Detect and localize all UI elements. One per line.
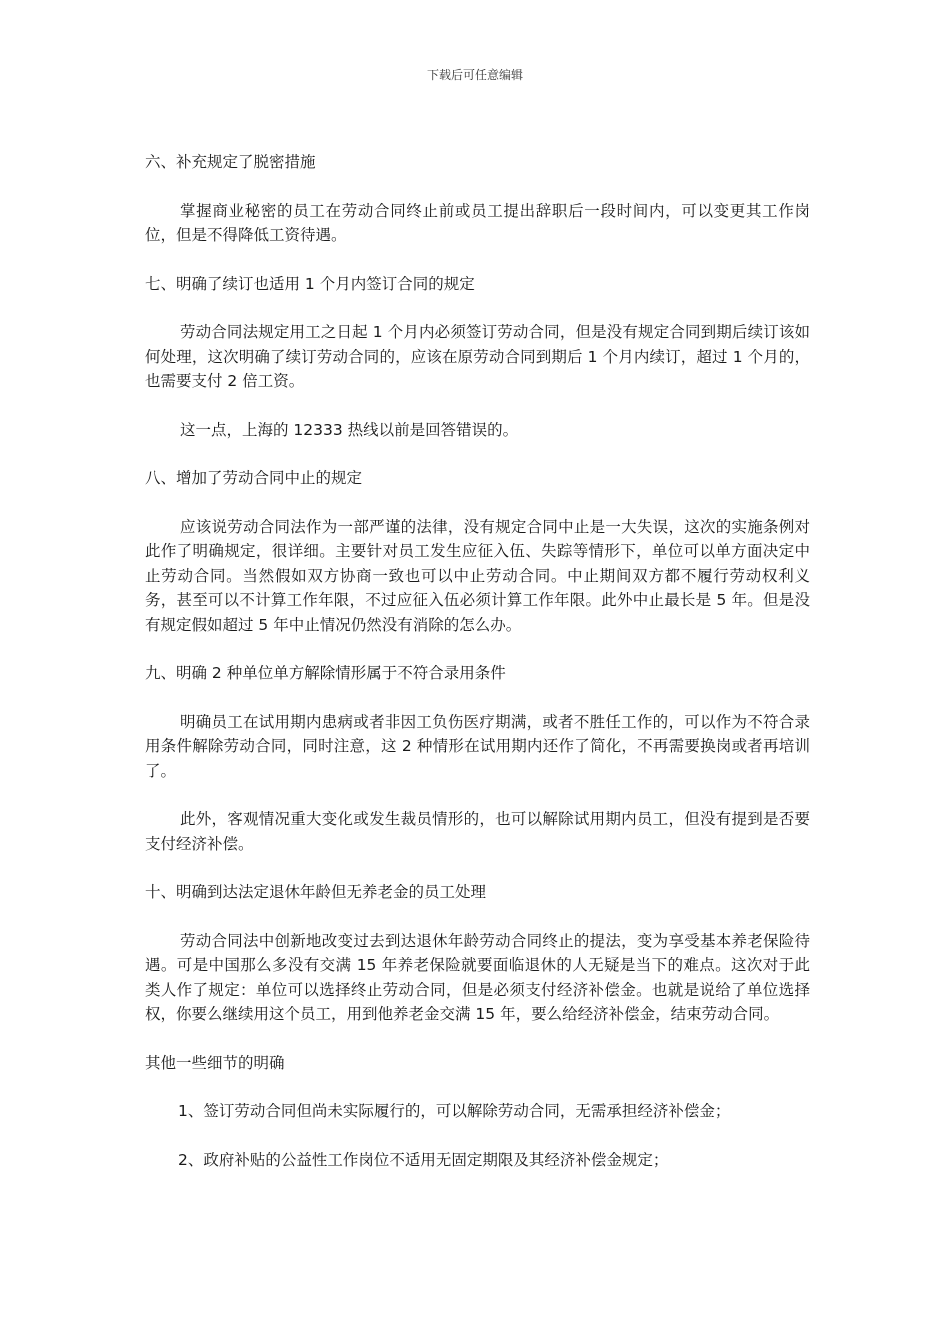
list-item: 1、签订劳动合同但尚未实际履行的，可以解除劳动合同，无需承担经济补偿金；: [178, 1102, 731, 1120]
paragraph: 这一点，上海的 12333 热线以前是回答错误的。: [180, 420, 519, 439]
section-heading-10: 十、明确到达法定退休年龄但无养老金的员工处理: [145, 883, 487, 901]
section-heading-9: 九、明确 2 种单位单方解除情形属于不符合录用条件: [145, 664, 506, 682]
paragraph: 劳动合同法中创新地改变过去到达退休年龄劳动合同终止的提法，变为享受基本养老保险待遇。可是中国那么多没有交满 15 年养老保险就要面临退休的人无疑是当下的难点。这次对于此类人作了规定：单位可以选择终止劳动合同，但是必须支付经济补偿金。也就是说给了单位选择权，你要么继续用这个员工，用到他养老金交满 15 年，要么给经济补偿金，结束劳动合同。: [145, 931, 810, 1023]
document-body: [145, 150, 810, 1196]
section-heading-7: 七、明确了续订也适用 1 个月内签订合同的规定: [145, 274, 475, 293]
section-heading-6: 六、补充规定了脱密措施: [145, 153, 316, 171]
paragraph: 此外，客观情况重大变化或发生裁员情形的，也可以解除试用期内员工，但没有提到是否要支付经济补偿。: [145, 810, 810, 853]
list-item: 2、政府补贴的公益性工作岗位不适用无固定期限及其经济补偿金规定；: [178, 1150, 669, 1169]
paragraph: 掌握商业秘密的员工在劳动合同终止前或员工提出辞职后一段时间内，可以变更其工作岗位，但是不得降低工资待遇。: [145, 201, 810, 244]
page-header: 下载后可任意编辑: [426, 68, 523, 82]
paragraph: 应该说劳动合同法作为一部严谨的法律，没有规定合同中止是一大失误，这次的实施条例对此作了明确规定，很详细。主要针对员工发生应征入伍、失踪等情形下，单位可以单方面决定中止劳动合同。当然假如双方协商一致也可以中止劳动合同。中止期间双方都不履行劳动权利义务，甚至可以不计算工作年限，不过应征入伍必须计算工作年限。此外中止最长是 5 年。但是没有规定假如超过 5 年中止情况仍然没有消除的怎么办。: [145, 517, 810, 634]
section-heading-8: 八、增加了劳动合同中止的规定: [145, 469, 363, 487]
section-heading-other: 其他一些细节的明确: [145, 1053, 285, 1072]
paragraph: 劳动合同法规定用工之日起 1 个月内必须签订劳动合同，但是没有规定合同到期后续订该如何处理，这次明确了续订劳动合同的，应该在原劳动合同到期后 1 个月内续订，超过 1 个月的，也需要支付 2 倍工资。: [145, 323, 810, 390]
paragraph: 明确员工在试用期内患病或者非因工负伤医疗期满，或者不胜任工作的，可以作为不符合录用条件解除劳动合同，同时注意，这 2 种情形在试用期内还作了简化，不再需要换岗或者再培训了。: [145, 712, 810, 780]
